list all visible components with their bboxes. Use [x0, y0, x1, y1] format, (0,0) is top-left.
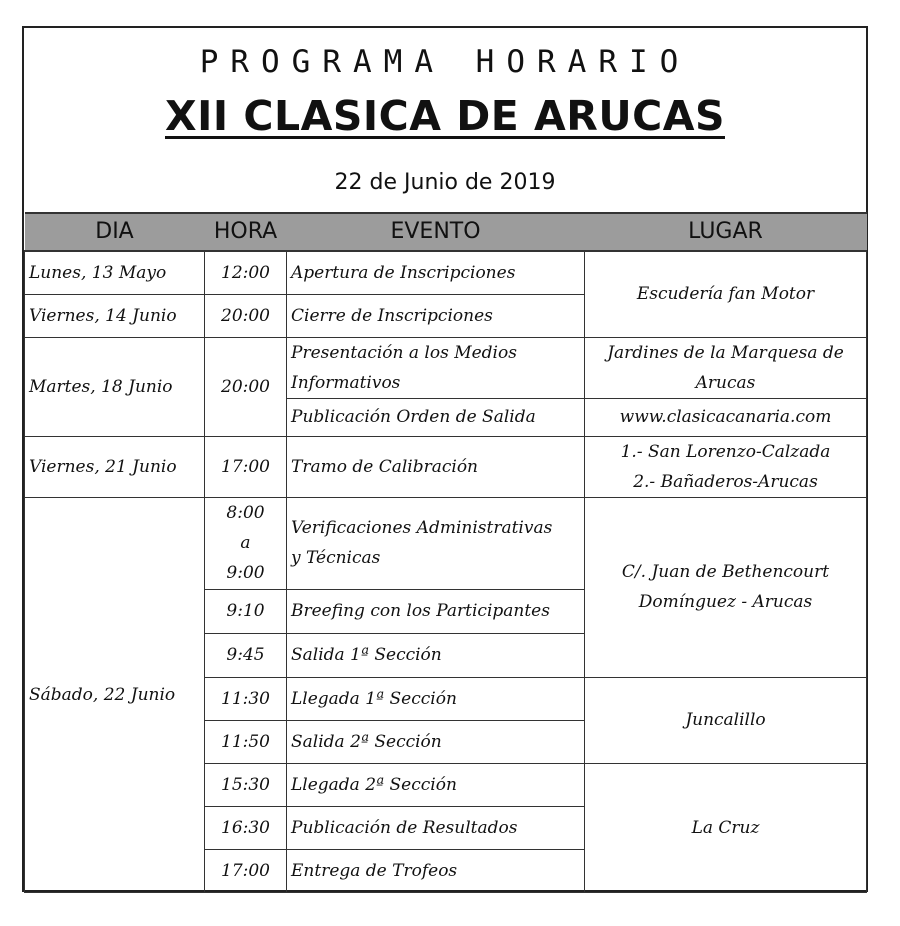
evento-cell: Llegada 1ª Sección — [287, 677, 585, 720]
dia-cell: Sábado, 22 Junio — [25, 497, 205, 892]
evento-cell: Tramo de Calibración — [287, 436, 585, 497]
col-dia: DIA — [25, 213, 205, 251]
lugar-cell: Juncalillo — [585, 677, 867, 763]
evento-cell: Publicación de Resultados — [287, 806, 585, 849]
hora-cell: 17:00 — [205, 849, 287, 892]
schedule-document — [22, 26, 868, 892]
lugar-line: 2.- Bañaderos-Arucas — [633, 471, 818, 492]
hora-cell — [205, 497, 287, 589]
evento-cell: Cierre de Inscripciones — [287, 294, 585, 337]
lugar-line: 1.- San Lorenzo-Calzada — [620, 441, 831, 462]
hora-cell: 16:30 — [205, 806, 287, 849]
lugar-cell — [585, 337, 867, 398]
table-row — [25, 251, 867, 294]
evento-line: Informativos — [291, 372, 401, 393]
hora-cell: 9:45 — [205, 633, 287, 677]
title-text: XII CLASICA DE ARUCAS — [165, 92, 725, 140]
hora-cell: 17:00 — [205, 436, 287, 497]
lugar-line: C/. Juan de Bethencourt — [621, 562, 830, 582]
lugar-cell — [585, 436, 867, 497]
dia-cell: Martes, 18 Junio — [25, 337, 205, 436]
dia-cell: Viernes, 21 Junio — [25, 436, 205, 497]
evento-cell: Publicación Orden de Salida — [287, 398, 585, 436]
hora-cell: 9:10 — [205, 589, 287, 633]
hora-cell: 11:30 — [205, 677, 287, 720]
col-lugar: LUGAR — [585, 213, 867, 251]
evento-cell: Entrega de Trofeos — [287, 849, 585, 892]
document-title — [24, 92, 866, 140]
evento-line: y Técnicas — [291, 548, 381, 568]
dia-cell: Viernes, 14 Junio — [25, 294, 205, 337]
evento-cell — [287, 337, 585, 398]
table-row — [25, 337, 867, 398]
evento-cell: Salida 2ª Sección — [287, 720, 585, 763]
hora-cell: 12:00 — [205, 251, 287, 294]
hora-cell: 20:00 — [205, 337, 287, 436]
hora-cell: 15:30 — [205, 763, 287, 806]
evento-cell: Salida 1ª Sección — [287, 633, 585, 677]
evento-cell — [287, 497, 585, 589]
schedule-table — [24, 212, 867, 893]
hora-line: 8:00 — [226, 503, 265, 523]
col-evento: EVENTO — [287, 213, 585, 251]
lugar-line: Domínguez - Arucas — [638, 592, 813, 612]
evento-cell: Apertura de Inscripciones — [287, 251, 585, 294]
evento-cell: Breefing con los Participantes — [287, 589, 585, 633]
evento-line: Verificaciones Administrativas — [291, 518, 553, 538]
table-row — [25, 436, 867, 497]
col-hora: HORA — [205, 213, 287, 251]
hora-line: a — [240, 533, 251, 553]
lugar-cell — [585, 497, 867, 677]
lugar-cell: La Cruz — [585, 763, 867, 892]
event-date: 22 de Junio de 2019 — [334, 170, 556, 195]
lugar-cell: www.clasicacanaria.com — [585, 398, 867, 436]
lugar-line: Arucas — [695, 372, 756, 393]
hora-cell: 11:50 — [205, 720, 287, 763]
lugar-cell: Escudería fan Motor — [585, 251, 867, 337]
table-row — [25, 497, 867, 589]
header-row — [25, 213, 867, 251]
document-subtitle: PROGRAMA HORARIO — [199, 44, 691, 80]
evento-cell: Llegada 2ª Sección — [287, 763, 585, 806]
dia-cell: Lunes, 13 Mayo — [25, 251, 205, 294]
evento-line: Presentación a los Medios — [291, 342, 517, 363]
hora-cell: 20:00 — [205, 294, 287, 337]
lugar-line: Jardines de la Marquesa de — [607, 342, 844, 363]
hora-line: 9:00 — [226, 563, 265, 583]
